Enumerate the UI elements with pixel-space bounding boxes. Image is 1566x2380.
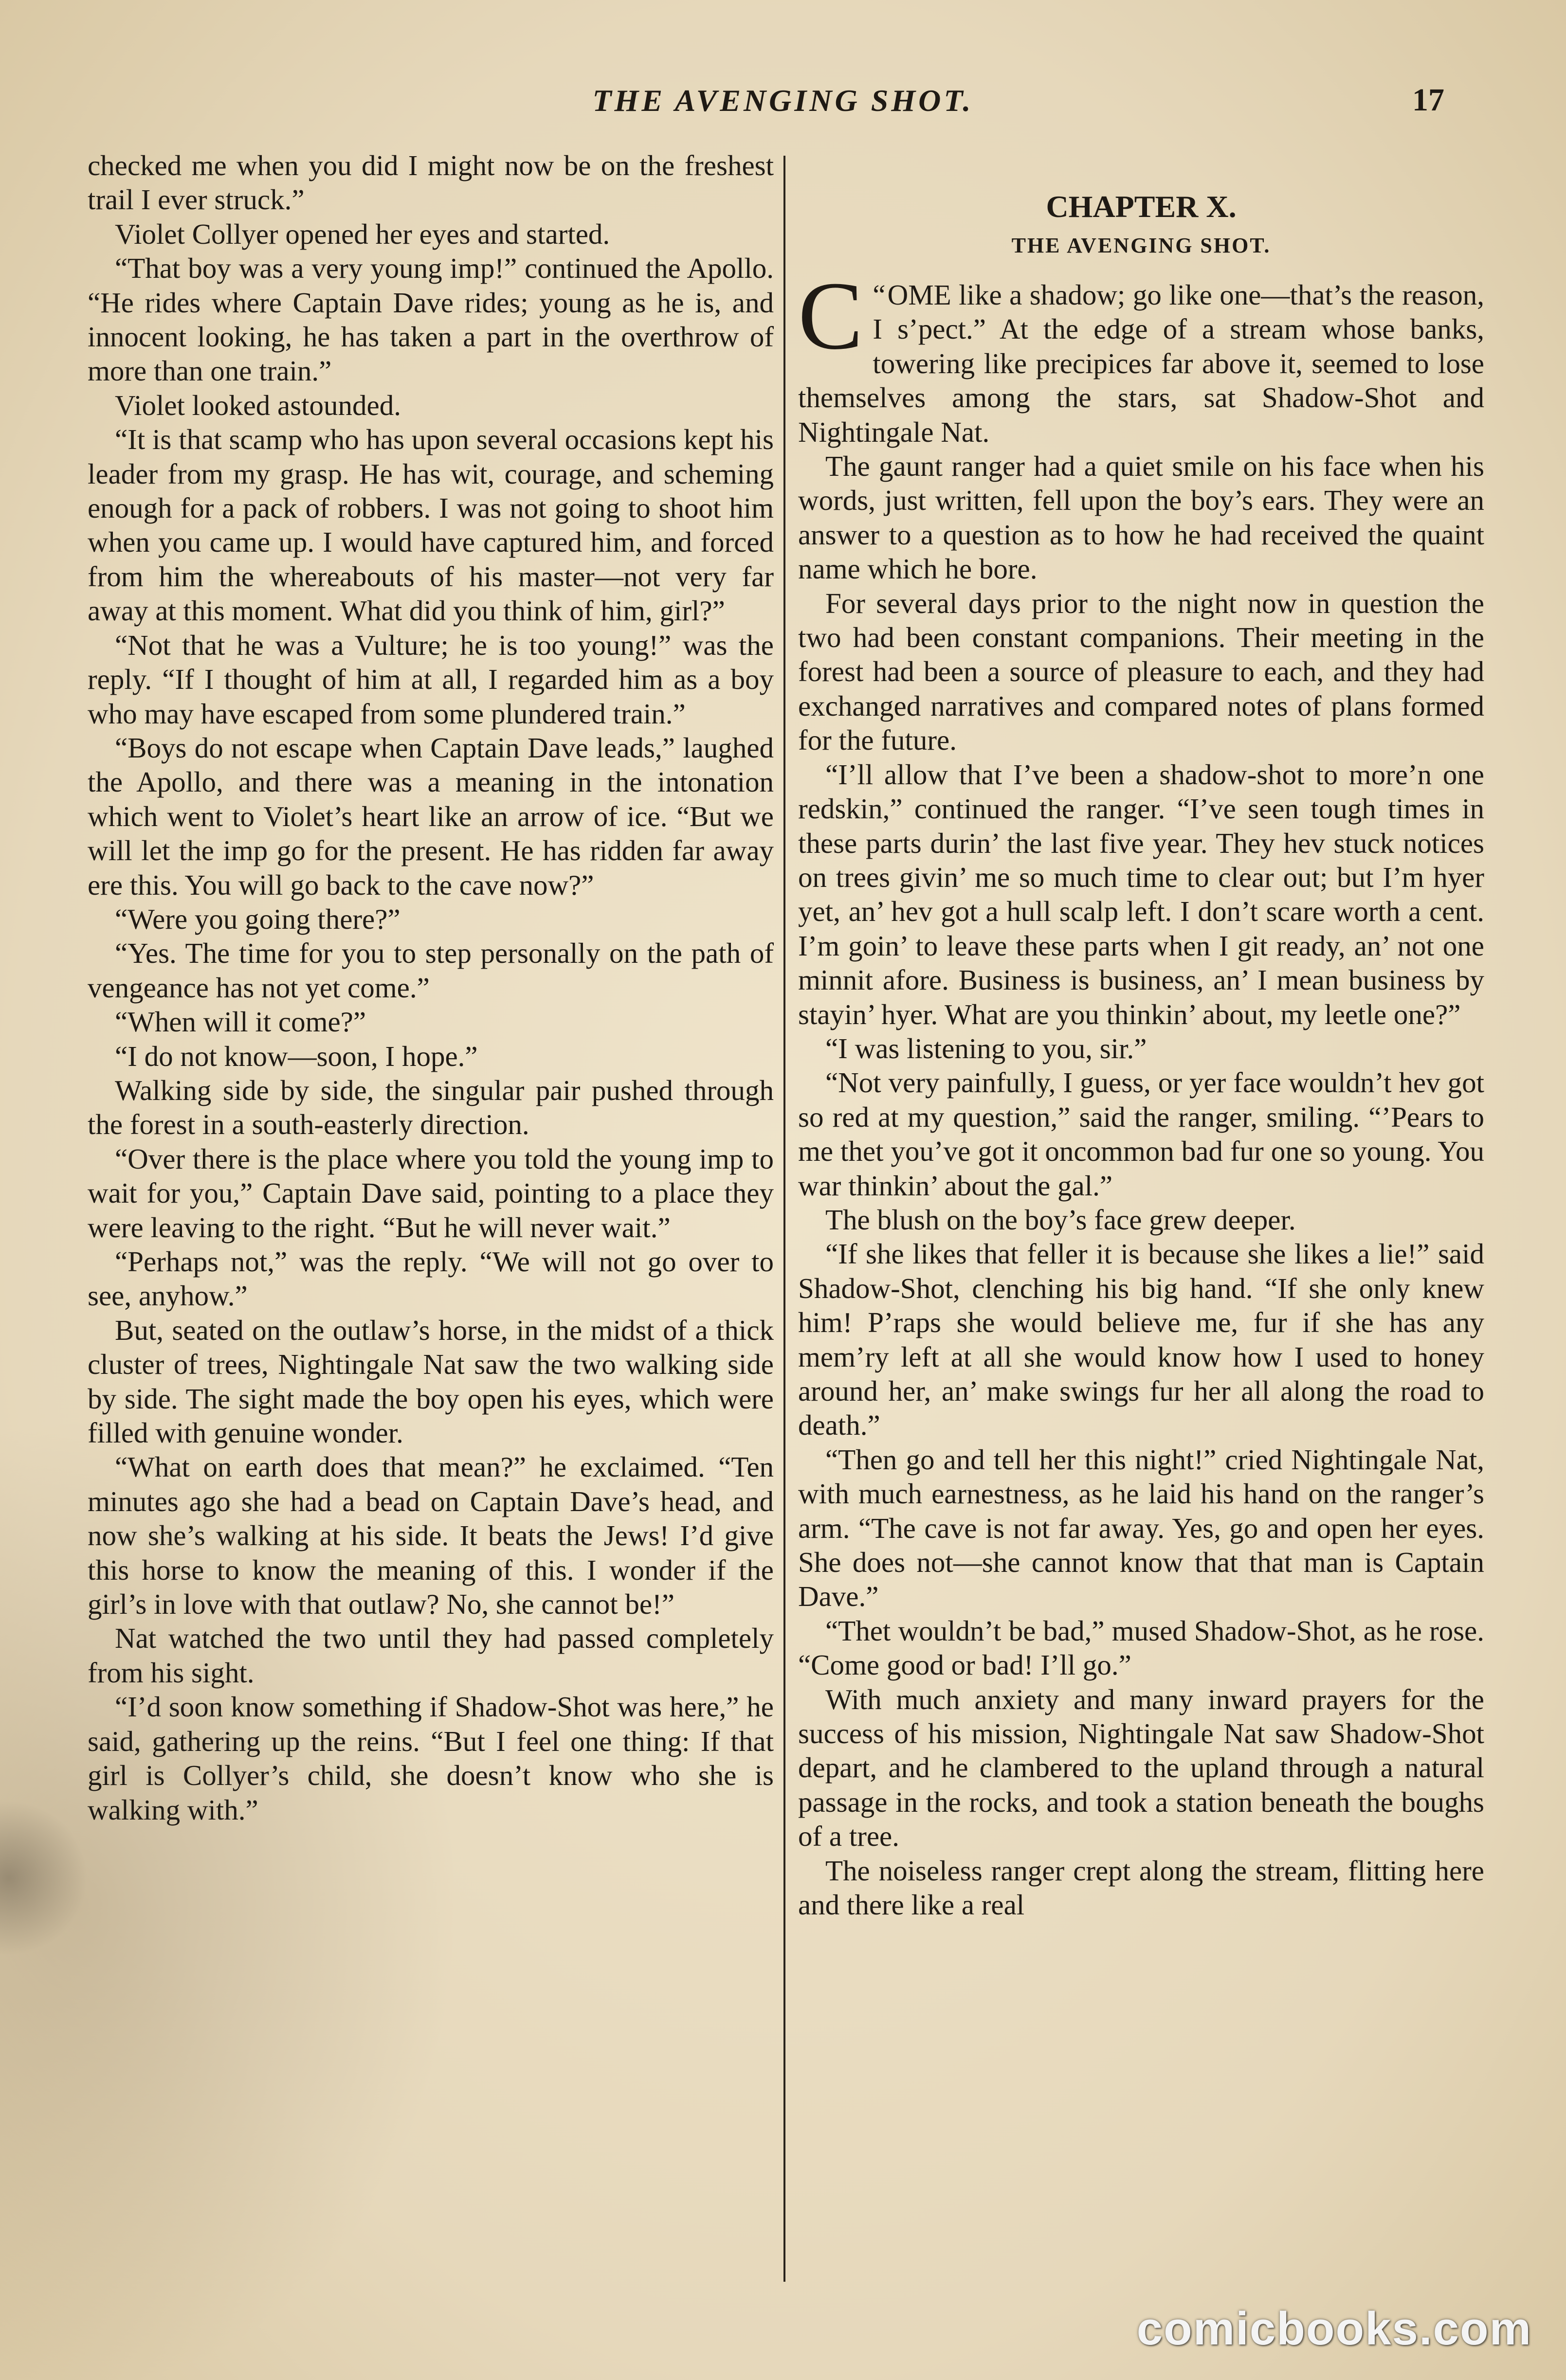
drop-cap: C — [798, 262, 863, 370]
paragraph: “Not that he was a Vulture; he is too young!” was the reply. “If I thought of him at all, I regarded him as a boy who may have escaped from some plundered train.” — [88, 629, 774, 730]
paragraph: “What on earth does that mean?” he exclaimed. “Ten minutes ago she had a bead on Captain Dave’s head, and now she’s walking at his side. It beats the Jews! I’d give this horse to know the meaning of this. I wonder if the girl’s in love with that outlaw? No, she cannot be!” — [88, 1451, 774, 1621]
paragraph: “Then go and tell her this night!” cried Nightingale Nat, with much earnestness, as he laid his hand on the ranger’s arm. “The cave is not far away. Yes, go and open her eyes. She does not—she cannot know that that man is Captain Dave.” — [798, 1443, 1484, 1613]
paragraph: Nat watched the two until they had passed completely from his sight. — [88, 1622, 774, 1689]
paragraph: Violet looked astounded. — [115, 389, 401, 421]
paragraph: “I do not know—soon, I hope.” — [115, 1040, 478, 1072]
paragraph: Violet Collyer opened her eyes and started. — [115, 217, 610, 250]
paragraph: checked me when you did I might now be on the freshest trail I ever struck.” — [88, 149, 774, 216]
opening-text: OME like a shadow; go like one—that’s the reason, I s’pect.” At the edge of a stream whose banks, towering like precipices far above it, seemed to lose themselves among the stars, sat Shadow-Shot and Nightingale Nat. — [798, 279, 1484, 448]
paragraph: “I’d soon know something if Shadow-Shot was here,” he said, gathering up the reins. “But I feel one thing: If that girl is Collyer’s child, she doesn’t know who she is walking with.” — [88, 1691, 774, 1826]
paragraph: “Over there is the place where you told the young imp to wait for you,” Captain Dave said, pointing to a place they were leaving to the right. “But he will never wait.” — [88, 1142, 774, 1244]
page-stain — [0, 1800, 88, 1956]
paragraph: “Were you going there?” — [115, 902, 401, 935]
paragraph: The blush on the boy’s face grew deeper. — [825, 1203, 1296, 1236]
paragraph: “Perhaps not,” was the reply. “We will not go over to see, anyhow.” — [88, 1245, 774, 1312]
chapter-title: CHAPTER X. — [1046, 189, 1237, 224]
paragraph: But, seated on the outlaw’s horse, in the midst of a thick cluster of trees, Nightingale Nat saw the two walking side by side. The sight made the boy open his eyes, which were filled with genuine wonder. — [88, 1314, 774, 1449]
page-number: 17 — [1412, 82, 1444, 118]
paragraph: “That boy was a very young imp!” continued the Apollo. “He rides where Captain Dave rides; young as he is, and innocent looking, he has taken a part in the overthrow of more than one train.” — [88, 252, 774, 387]
chapter-subtitle: THE AVENGING SHOT. — [1011, 234, 1271, 257]
paragraph: “I was listening to you, sir.” — [825, 1032, 1147, 1064]
paragraph: The gaunt ranger had a quiet smile on his face when his words, just written, fell upon the boy’s ears. They were an answer to a question as to how he had received the quaint name which he bore. — [798, 450, 1484, 585]
paragraph: “I’ll allow that I’ve been a shadow-shot to more’n one redskin,” continued the ranger. “I’ve seen tough times in these parts durin’ the last five year. They hev stuck notices on trees givin’ me so much time to clear out; but I’m hyer yet, an’ hev got a hull scalp left. I don’t scare worth a cent. I’m goin’ to leave these parts when I git ready, an’ not one minnit afore. Business is business, an’ I mean business by stayin’ hyer. What are you thinkin’ about, my leetle one?” — [798, 758, 1484, 1030]
paragraph: “Boys do not escape when Captain Dave leads,” laughed the Apollo, and there was a meaning in the intonation which went to Violet’s heart like an arrow of ice. “But we will let the imp go for the present. He has ridden far away ere this. You will go back to the cave now?” — [88, 731, 774, 901]
chapter-opening — [798, 262, 1484, 449]
paragraph: For several days prior to the night now in question the two had been constant companions. Their meeting in the forest had been a source of pleasure to each, and they had exchanged narratives and compared notes of plans formed for the future. — [798, 587, 1484, 757]
running-title: THE AVENGING SHOT. — [592, 83, 974, 118]
paragraph: “When will it come?” — [115, 1006, 366, 1038]
site-watermark: comicbooks.com — [1136, 2303, 1532, 2355]
paragraph: “Yes. The time for you to step personally on the path of vengeance has not yet come.” — [88, 937, 774, 1004]
paragraph: “Not very painfully, I guess, or yer face wouldn’t hev got so red at my question,” said the ranger, smiling. “’Pears to me thet you’ve got it oncommon bad fur one so young. You war thinkin’ about the gal.” — [798, 1066, 1484, 1202]
paragraph: With much anxiety and many inward prayers for the success of his mission, Nightingale Nat saw Shadow-Shot depart, and he clambered to the upland through a natural passage in the rocks, and took a station beneath the boughs of a tree. — [798, 1683, 1484, 1853]
paragraph: “Thet wouldn’t be bad,” mused Shadow-Shot, as he rose. “Come good or bad! I’ll go.” — [798, 1614, 1484, 1681]
column-divider — [783, 156, 785, 2282]
opening-quote: “ — [873, 279, 886, 311]
paragraph: “If she likes that feller it is because she likes a lie!” said Shadow-Shot, clenching his big hand. “If she only knew him! P’raps she would believe me, fur if she has any mem’ry left at all she would know how I used to honey around her, an’ make swings fur her all along the road to death.” — [798, 1238, 1484, 1442]
paragraph: The noiseless ranger crept along the stream, flitting here and there like a real — [798, 1854, 1484, 1921]
left-column — [88, 148, 774, 2279]
paragraph: “It is that scamp who has upon several occasions kept his leader from my grasp. He has wit, courage, and scheming enough for a pack of robbers. I was not going to shoot him when you came up. I would have captured him, and forced from him the whereabouts of his master—not very far away at this moment. What did you think of him, girl?” — [88, 423, 774, 627]
right-column — [798, 148, 1484, 2279]
paragraph: Walking side by side, the singular pair pushed through the forest in a south-easterly direction. — [88, 1074, 774, 1141]
